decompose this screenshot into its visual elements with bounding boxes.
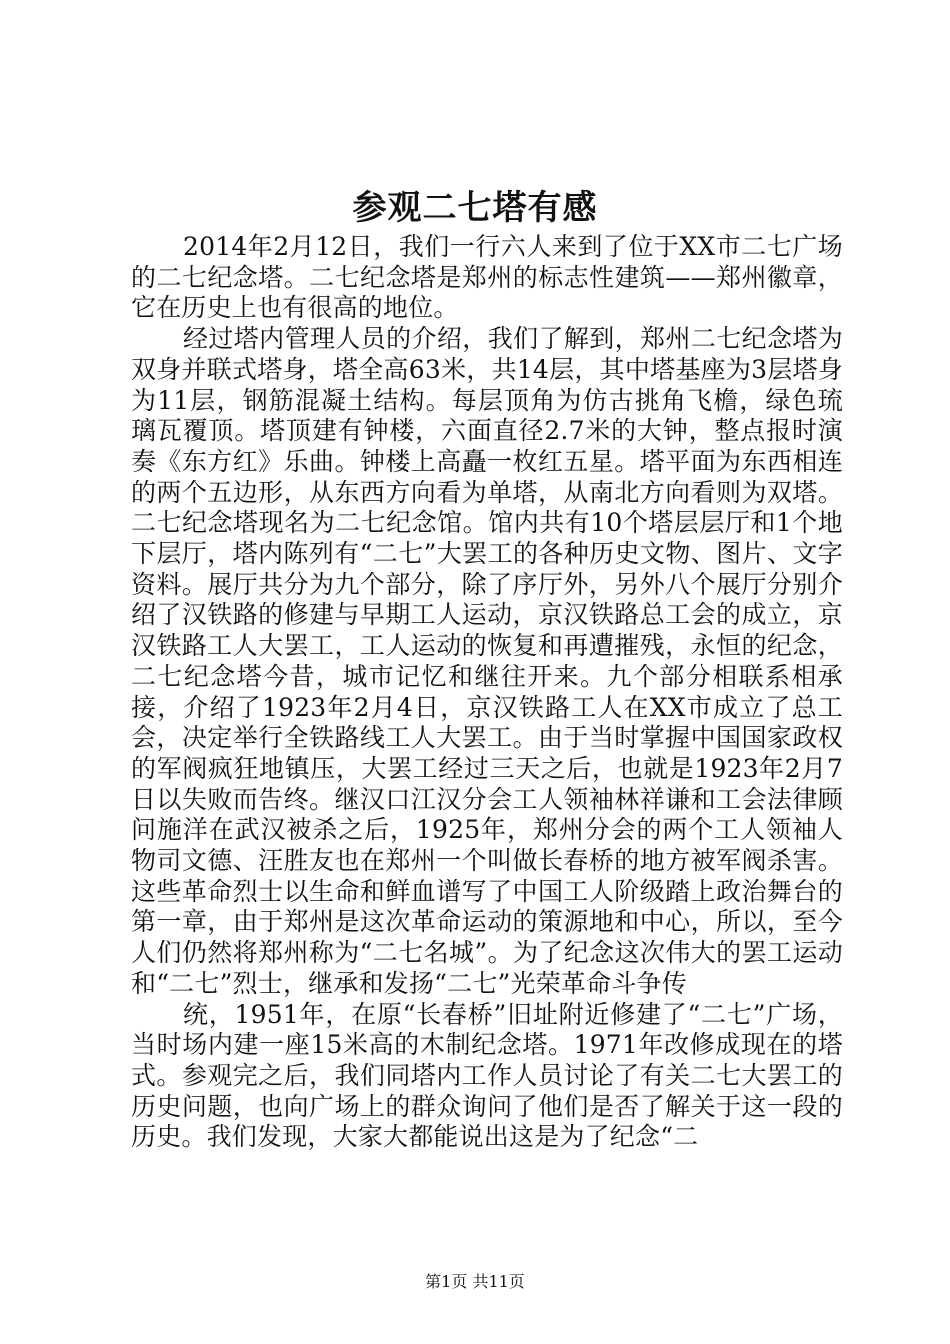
page-footer: 第1页 共11页 xyxy=(425,1272,525,1291)
paragraph-visit: 统，1951年，在原“长春桥”旧址附近修建了“二七”广场，当时场内建一座15米高的木制纪念塔。1971年改修成现在的塔式。参观完之后，我们同塔内工作人员讨论了有关二七大罢工的历史问题，也向广场上的群众询问了他们是否了解关于这一段的历史。我们发现，大家大都能说出这是为了纪念“二 xyxy=(131,999,843,1152)
paragraph-intro: 2014年2月12日，我们一行六人来到了位于XX市二七广场的二七纪念塔。二七纪念塔是郑州的标志性建筑——郑州徽章，它在历史上也有很高的地位。 xyxy=(131,232,843,323)
paragraph-history: 经过塔内管理人员的介绍，我们了解到，郑州二七纪念塔为双身并联式塔身，塔全高63米，共14层，其中塔基座为3层塔身为11层，钢筋混凝土结构。每层顶角为仿古挑角飞檐，绿色琉璃瓦覆顶。塔顶建有钟楼，六面直径2.7米的大钟，整点报时演奏《东方红》乐曲。钟楼上高矗一枚红五星。塔平面为东西相连的两个五边形，从东西方向看为单塔，从南北方向看则为双塔。二七纪念塔现名为二七纪念馆。馆内共有10个塔层层厅和1个地下层厅，塔内陈列有“二七”大罢工的各种历史文物、图片、文字资料。展厅共分为九个部分，除了序厅外，另外八个展厅分别介绍了汉铁路的修建与早期工人运动，京汉铁路总工会的成立，京汉铁路工人大罢工，工人运动的恢复和再遭摧残，永恒的纪念，二七纪念塔今昔，城市记忆和继往开来。九个部分相联系相承接，介绍了1923年2月4日，京汉铁路工人在XX市成立了总工会，决定举行全铁路线工人大罢工。由于当时掌握中国国家政权的军阀疯狂地镇压，大罢工经过三天之后，也就是1923年2月7日以失败而告终。继汉口江汉分会工人领袖林祥谦和工会法律顾问施洋在武汉被杀之后，1925年，郑州分会的两个工人领袖人物司文德、汪胜友也在郑州一个叫做长春桥的地方被军阀杀害。这些革命烈士以生命和鲜血谱写了中国工人阶级踏上政治舞台的第一章，由于郑州是这次革命运动的策源地和中心，所以，至今人们仍然将郑州称为“二七名城”。为了纪念这次伟大的罢工运动和“二七”烈士，继承和发扬“二七”光荣革命斗争传 xyxy=(131,324,843,998)
document-body xyxy=(131,232,843,1153)
document-title: 参观二七塔有感 xyxy=(352,188,598,228)
